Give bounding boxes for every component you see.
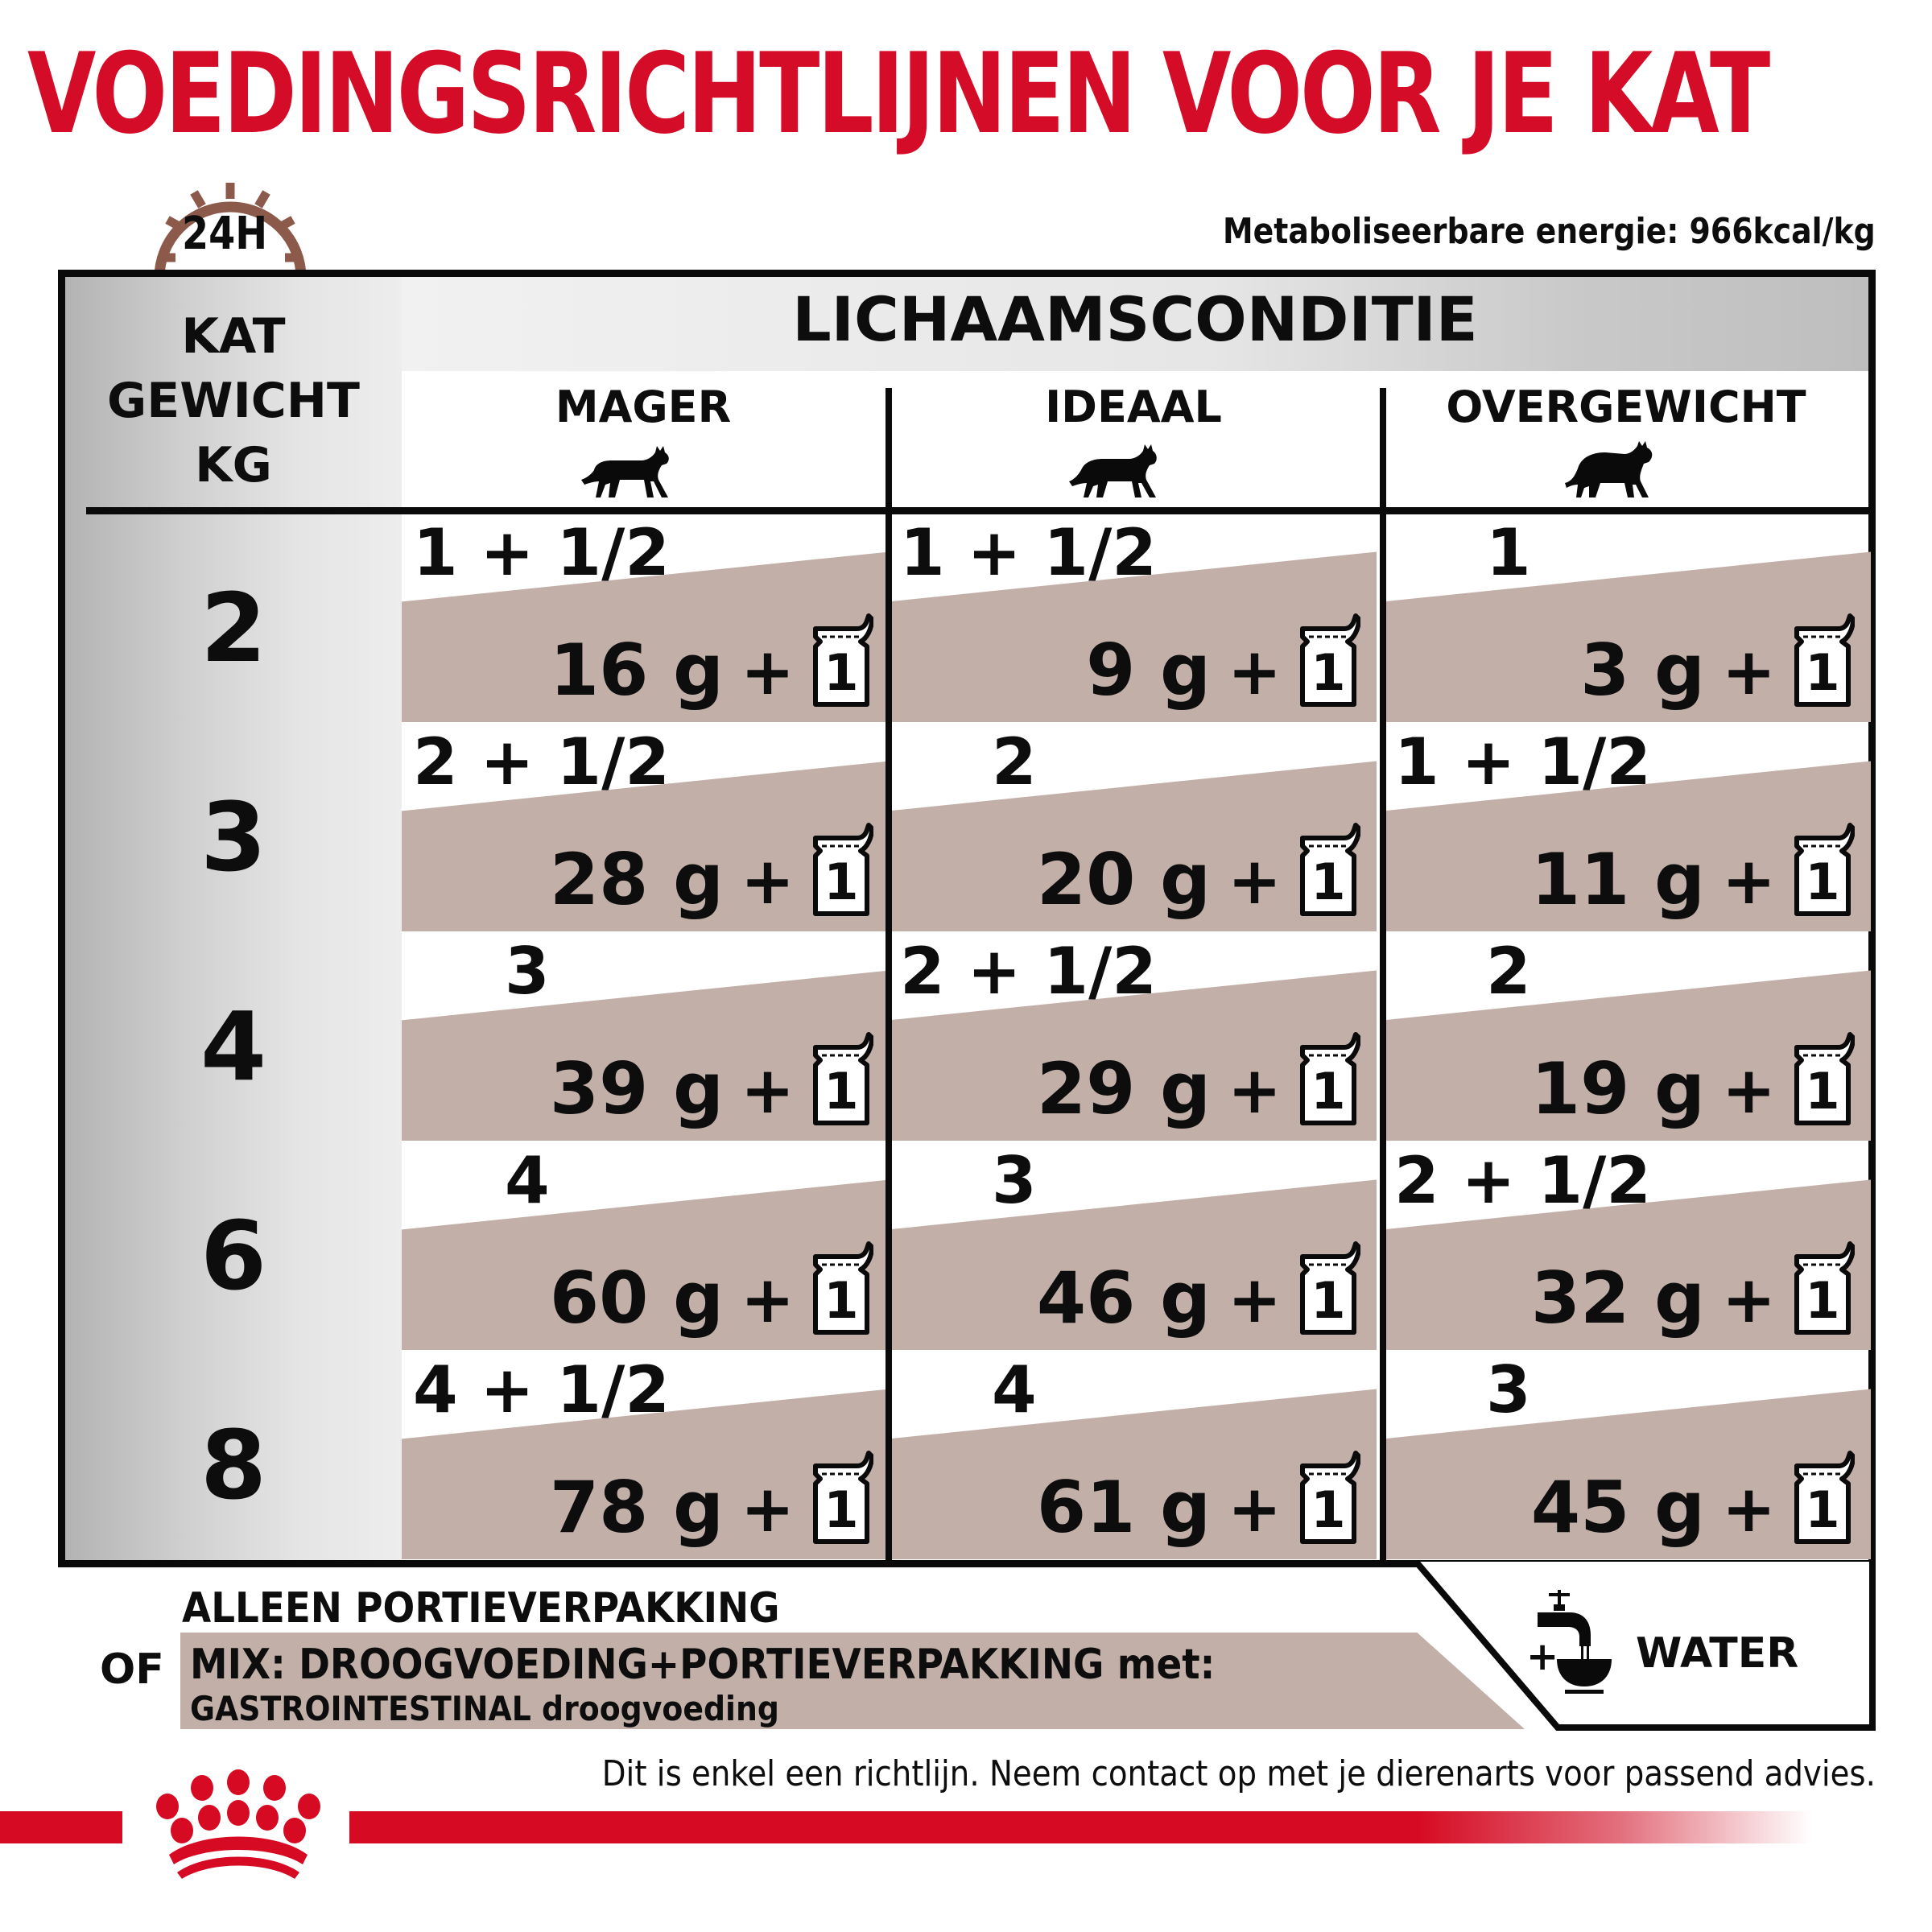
pouch-icon bbox=[1296, 814, 1360, 919]
pouch-icon bbox=[1790, 1023, 1855, 1128]
pouch-icon-number: 1 bbox=[1311, 1480, 1346, 1539]
dry-food-grams: 60 g bbox=[549, 1257, 724, 1340]
table-cell-ideaal bbox=[889, 1352, 1377, 1559]
plus-sign: + bbox=[740, 1262, 795, 1337]
plus-sign: + bbox=[1227, 634, 1282, 709]
brand-bar-left bbox=[0, 1811, 122, 1843]
plus-sign: + bbox=[1721, 844, 1776, 919]
dry-food-grams: 32 g bbox=[1530, 1257, 1705, 1340]
pouch-count: 1 + 1/2 bbox=[900, 515, 1157, 590]
plus-sign: + bbox=[740, 844, 795, 919]
pouch-count: 1 + 1/2 bbox=[1394, 724, 1651, 799]
column-header-ideaal: IDEAAL bbox=[1045, 382, 1222, 432]
table-cell-overgewicht bbox=[1383, 724, 1871, 931]
dry-food-grams: 29 g bbox=[1036, 1047, 1211, 1130]
pouch-icon-number: 1 bbox=[1805, 1480, 1840, 1539]
mix-product-label: GASTROINTESTINAL droogvoeding bbox=[190, 1689, 779, 1728]
pouch-icon bbox=[1296, 1232, 1360, 1337]
metabolizable-energy: Metaboliseerbare energie: 966kcal/kg bbox=[1223, 211, 1876, 252]
pouch-icon-number: 1 bbox=[824, 1062, 859, 1121]
pouch-count: 2 + 1/2 bbox=[1394, 1143, 1651, 1218]
table-cell-overgewicht bbox=[1383, 1352, 1871, 1559]
plus-sign: + bbox=[1227, 1262, 1282, 1337]
pouch-icon-number: 1 bbox=[1311, 852, 1346, 911]
column-divider bbox=[1380, 388, 1386, 1560]
column-header-mager: MAGER bbox=[555, 382, 732, 432]
plus-sign: + bbox=[740, 634, 795, 709]
pouch-icon bbox=[1790, 605, 1855, 709]
table-cell-ideaal bbox=[889, 1142, 1377, 1350]
dry-food-grams: 46 g bbox=[1036, 1257, 1211, 1340]
dry-food-grams: 11 g bbox=[1530, 838, 1705, 921]
pouch-icon-number: 1 bbox=[1311, 643, 1346, 702]
dry-food-grams: 78 g bbox=[549, 1466, 724, 1549]
pouch-icon bbox=[809, 605, 873, 709]
thin-cat-icon bbox=[578, 441, 675, 501]
dry-food-grams: 28 g bbox=[549, 838, 724, 921]
water-tap-icon bbox=[1521, 1590, 1626, 1699]
dry-food-grams: 61 g bbox=[1036, 1466, 1211, 1549]
pouch-count: 3 bbox=[992, 1143, 1037, 1218]
plus-sign: + bbox=[1721, 1053, 1776, 1128]
water-plus: + bbox=[1526, 1634, 1559, 1679]
pouch-icon bbox=[809, 814, 873, 919]
pouch-icon-number: 1 bbox=[824, 1480, 859, 1539]
table-cell-mager bbox=[402, 1142, 890, 1350]
pouch-count: 1 + 1/2 bbox=[413, 515, 670, 590]
plus-sign: + bbox=[740, 1053, 795, 1128]
or-label: OF bbox=[100, 1645, 164, 1694]
pouch-icon-number: 1 bbox=[1805, 852, 1840, 911]
column-divider bbox=[886, 388, 892, 1560]
plus-sign: + bbox=[1227, 1053, 1282, 1128]
pouch-icon bbox=[1296, 605, 1360, 709]
pouch-count: 3 bbox=[505, 934, 550, 1009]
pouch-count: 2 bbox=[1486, 934, 1531, 1009]
pouch-icon-number: 1 bbox=[1805, 1062, 1840, 1121]
disclaimer: Dit is enkel een richtlijn. Neem contact op met je dierenarts voor passend advies. bbox=[601, 1753, 1876, 1794]
only-pouch-label: ALLEEN PORTIEVERPAKKING bbox=[182, 1584, 780, 1633]
dry-food-grams: 19 g bbox=[1530, 1047, 1705, 1130]
row-weight-kg: 6 bbox=[200, 1200, 267, 1311]
table-cell-overgewicht bbox=[1383, 514, 1871, 722]
weight-header-kat: KAT bbox=[181, 308, 286, 365]
plus-sign: + bbox=[740, 1472, 795, 1546]
table-cell-mager bbox=[402, 1352, 890, 1559]
pouch-count: 4 bbox=[992, 1352, 1037, 1427]
pouch-icon-number: 1 bbox=[824, 643, 859, 702]
pouch-icon-number: 1 bbox=[1805, 1271, 1840, 1330]
page-title: VOEDINGSRICHTLIJNEN VOOR JE KAT bbox=[27, 29, 1769, 159]
water-label: WATER bbox=[1636, 1629, 1799, 1678]
table-cell-overgewicht bbox=[1383, 1142, 1871, 1350]
royal-canin-crown-logo bbox=[137, 1768, 340, 1897]
plus-sign: + bbox=[1227, 844, 1282, 919]
row-weight-kg: 3 bbox=[200, 782, 267, 893]
table-cell-ideaal bbox=[889, 933, 1377, 1141]
column-header-overgewicht: OVERGEWICHT bbox=[1446, 382, 1806, 432]
pouch-icon bbox=[809, 1442, 873, 1546]
pouch-icon bbox=[1296, 1023, 1360, 1128]
pouch-count: 4 bbox=[505, 1143, 550, 1218]
ideal-cat-icon bbox=[1066, 441, 1162, 501]
header-divider bbox=[86, 507, 1868, 514]
24h-label: 24H bbox=[182, 208, 268, 260]
table-cell-mager bbox=[402, 933, 890, 1141]
pouch-icon bbox=[809, 1232, 873, 1337]
table-cell-overgewicht bbox=[1383, 933, 1871, 1141]
plus-sign: + bbox=[1721, 1262, 1776, 1337]
plus-sign: + bbox=[1721, 634, 1776, 709]
plus-sign: + bbox=[1721, 1472, 1776, 1546]
dry-food-grams: 20 g bbox=[1036, 838, 1211, 921]
pouch-icon bbox=[1790, 1442, 1855, 1546]
plus-sign: + bbox=[1227, 1472, 1282, 1546]
pouch-count: 1 bbox=[1486, 515, 1531, 590]
row-weight-kg: 4 bbox=[200, 991, 267, 1102]
mix-label: MIX: DROOGVOEDING+PORTIEVERPAKKING met: bbox=[190, 1641, 1216, 1689]
row-weight-kg: 8 bbox=[200, 1410, 267, 1521]
table-cell-ideaal bbox=[889, 514, 1377, 722]
pouch-icon-number: 1 bbox=[1311, 1062, 1346, 1121]
table-cell-mager bbox=[402, 514, 890, 722]
dry-food-grams: 16 g bbox=[549, 629, 724, 712]
weight-header-kg: KG bbox=[195, 437, 272, 493]
pouch-icon bbox=[1296, 1442, 1360, 1546]
condition-header: LICHAAMSCONDITIE bbox=[792, 283, 1478, 355]
pouch-count: 3 bbox=[1486, 1352, 1531, 1427]
pouch-icon-number: 1 bbox=[824, 852, 859, 911]
overweight-cat-icon bbox=[1560, 441, 1657, 501]
pouch-icon bbox=[1790, 1232, 1855, 1337]
dry-food-grams: 3 g bbox=[1580, 629, 1705, 712]
pouch-count: 4 + 1/2 bbox=[413, 1352, 670, 1427]
table-cell-mager bbox=[402, 724, 890, 931]
pouch-count: 2 + 1/2 bbox=[413, 724, 670, 799]
pouch-count: 2 + 1/2 bbox=[900, 934, 1157, 1009]
row-weight-kg: 2 bbox=[200, 572, 267, 683]
brand-bar-right bbox=[349, 1811, 1811, 1843]
pouch-icon-number: 1 bbox=[1311, 1271, 1346, 1330]
dry-food-grams: 39 g bbox=[549, 1047, 724, 1130]
dry-food-grams: 45 g bbox=[1530, 1466, 1705, 1549]
weight-header-gewicht: GEWICHT bbox=[107, 373, 360, 429]
pouch-icon bbox=[809, 1023, 873, 1128]
pouch-icon-number: 1 bbox=[1805, 643, 1840, 702]
pouch-icon-number: 1 bbox=[824, 1271, 859, 1330]
pouch-count: 2 bbox=[992, 724, 1037, 799]
dry-food-grams: 9 g bbox=[1086, 629, 1211, 712]
pouch-icon bbox=[1790, 814, 1855, 919]
table-cell-ideaal bbox=[889, 724, 1377, 931]
